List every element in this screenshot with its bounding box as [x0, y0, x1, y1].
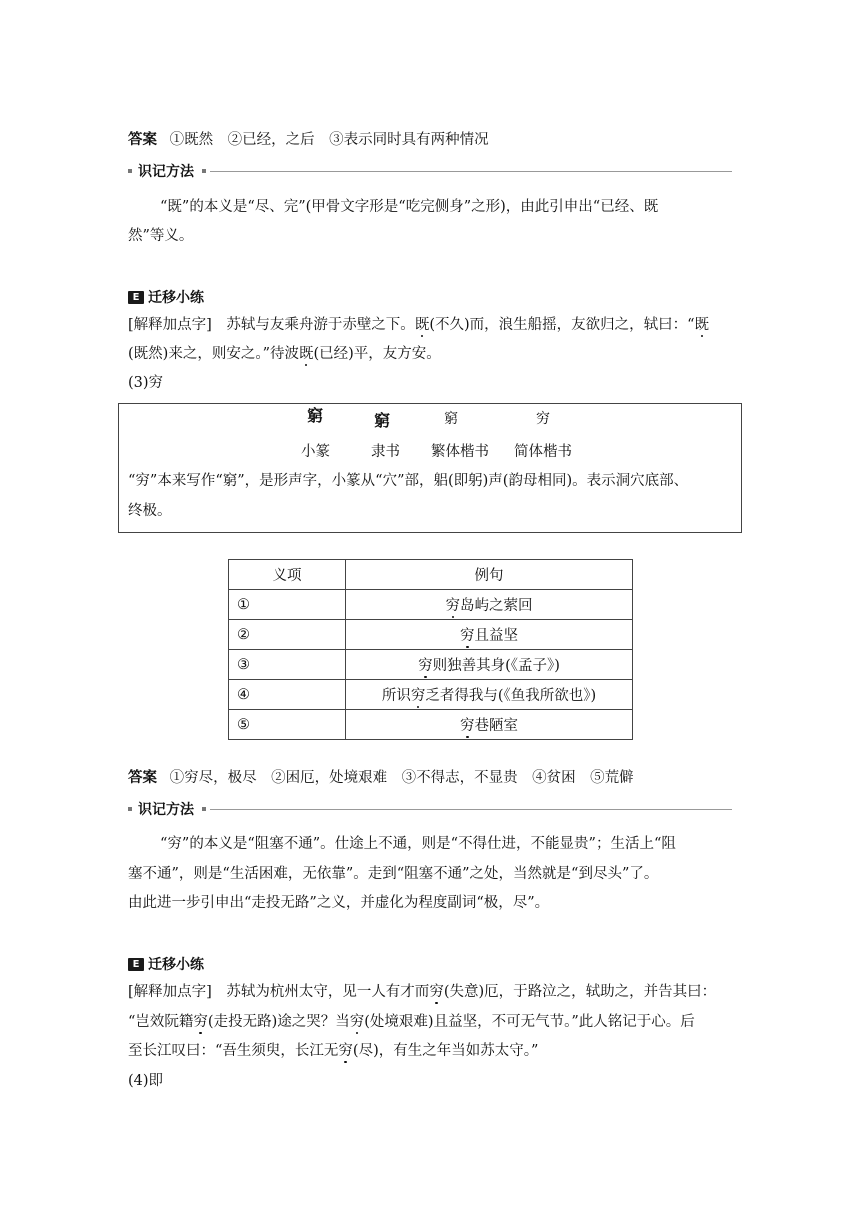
- etymology-text: [128, 470, 688, 492]
- text-segment: (既然)来之，则安之。”待波: [128, 346, 299, 362]
- answer-label: 答案: [128, 132, 157, 148]
- example-sentence: 穷则独善其身(《孟子》): [346, 650, 633, 680]
- example-sentence: 穷巷陋室: [346, 710, 633, 740]
- text-segment: (即躬)声(韵母相同)。表示洞穴底部、: [447, 473, 689, 489]
- method-text: 塞不通”，则是“生活困难，无依靠”。走到“阻塞不通”之处，当然就是“到尽头”了。: [128, 866, 659, 882]
- section-title: 识记方法: [138, 802, 194, 818]
- section-title: 迁移小练: [148, 957, 204, 973]
- practice-text: 至长江叹曰：“吾生须臾，长江无穷(尽)，有生之年当如苏太守。”: [128, 1043, 539, 1059]
- method-text: “既”的本义是“尽、完”(甲骨文字形是“吃完侧身”之形)，由此引申出“已经、既: [160, 199, 659, 215]
- script-label: 繁体楷书: [431, 444, 489, 460]
- memory-method-header-1: [128, 160, 732, 182]
- dotted-char: 既: [694, 317, 710, 333]
- example-sentence: 所识穷乏者得我与(《鱼我所欲也》): [346, 680, 633, 710]
- table-row: [229, 710, 633, 740]
- section-title: 迁移小练: [148, 290, 204, 306]
- clerical-script-glyph: 窮: [374, 411, 391, 430]
- meaning-table: [228, 559, 633, 740]
- example-sentence: 穷岛屿之萦回: [346, 590, 633, 620]
- row-number: ④: [229, 680, 346, 710]
- square-bullet-icon: [202, 807, 206, 811]
- memory-method-header-2: [128, 798, 732, 820]
- method-text: “穷”的本义是“阻塞不通”。仕途上不通，则是“不得仕进，不能显贵”；生活上“阻: [160, 836, 676, 852]
- answer-line-1: [128, 129, 489, 151]
- method-text: 然”等义。: [128, 228, 194, 244]
- table-row: [229, 590, 633, 620]
- etymology-box: [118, 403, 742, 533]
- script-label: 简体楷书: [514, 444, 572, 460]
- seal-script-glyph: 窮: [307, 406, 324, 425]
- table-row: [229, 620, 633, 650]
- phonetic-glyph: 躳: [433, 473, 448, 489]
- method-text: 由此进一步引申出“走投无路”之义，并虚化为程度副词“极，尽”。: [128, 895, 550, 911]
- table-header: 义项: [229, 560, 346, 590]
- table-header-row: [229, 560, 633, 590]
- section-heading: (3)穷: [128, 375, 164, 391]
- section-heading: (4)即: [128, 1073, 164, 1089]
- practice-text: “岂效阮籍穷(走投无路)途之哭？当穷(处境艰难)且益坚，不可无气节。”此人铭记于心。后: [128, 1014, 695, 1030]
- row-number: ③: [229, 650, 346, 680]
- section-title: 识记方法: [138, 164, 194, 180]
- square-bullet-icon: [202, 169, 206, 173]
- row-number: ①: [229, 590, 346, 620]
- table-row: [229, 680, 633, 710]
- answer-line-2: [128, 767, 634, 789]
- square-bullet-icon: [128, 807, 132, 811]
- row-number: ⑤: [229, 710, 346, 740]
- divider: [210, 809, 732, 810]
- practice-header-2: [128, 953, 204, 975]
- traditional-glyph: 窮: [444, 411, 458, 427]
- answer-text: ①穷尽，极尽 ②困厄，处境艰难 ③不得志，不显贵 ④贫困 ⑤荒僻: [169, 770, 634, 786]
- text-segment: [解释加点字] 苏轼与友乘舟游于赤壁之下。: [128, 317, 415, 333]
- dotted-char: 既: [414, 317, 430, 333]
- text-segment: (已经)平，友方安。: [313, 346, 441, 362]
- row-number: ②: [229, 620, 346, 650]
- script-label: 小篆: [301, 444, 330, 460]
- dotted-char: 既: [298, 346, 314, 362]
- answer-text: ①既然 ②已经，之后 ③表示同时具有两种情况: [169, 132, 489, 148]
- example-sentence: 穷且益坚: [346, 620, 633, 650]
- text-segment: “穷”本来写作“窮”，是形声字，小篆从“穴”部，: [128, 473, 434, 489]
- practice-header-1: [128, 286, 204, 308]
- answer-label: 答案: [128, 770, 157, 786]
- divider: [210, 171, 732, 172]
- table-row: [229, 650, 633, 680]
- practice-text: [128, 314, 709, 336]
- table-header: 例句: [346, 560, 633, 590]
- simplified-glyph: 穷: [536, 411, 550, 427]
- practice-text: [128, 343, 441, 365]
- etymology-text: 终极。: [128, 503, 172, 519]
- practice-badge-icon: E: [128, 291, 144, 304]
- square-bullet-icon: [128, 169, 132, 173]
- script-label: 隶书: [371, 444, 400, 460]
- practice-badge-icon: E: [128, 958, 144, 971]
- text-segment: (不久)而，浪生船摇，友欲归之，轼曰：“: [429, 317, 695, 333]
- practice-text: [解释加点字] 苏轼为杭州太守，见一人有才而穷(失意)厄，于路泣之，轼助之，并告其曰：: [128, 984, 717, 1000]
